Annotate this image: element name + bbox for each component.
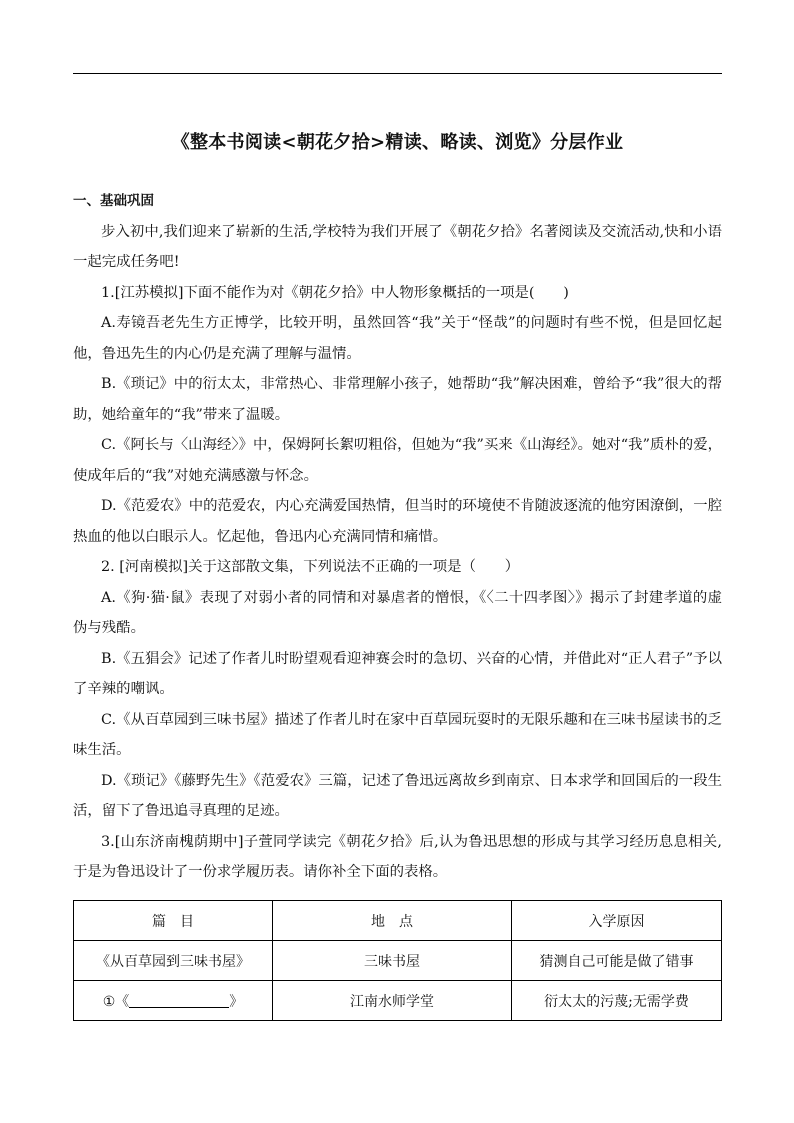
- table-cell: 三味书屋: [273, 941, 512, 981]
- top-rule: [73, 73, 722, 74]
- header-place: 地 点: [273, 901, 512, 941]
- table-row: [74, 981, 722, 1021]
- document-body: [73, 186, 722, 888]
- table-header-row: [74, 901, 722, 941]
- page-title: 《整本书阅读<朝花夕拾>精读、略读、浏览》分层作业: [171, 132, 624, 153]
- question-1-option-a: A.寿镜吾老先生方正博学，比较开明，虽然回答“我”关于“怪哉”的问题时有些不悦，但是回忆起他，鲁迅先生的内心仍是充满了理解与温情。: [73, 315, 722, 362]
- intro-paragraph: 步入初中,我们迎来了崭新的生活,学校特为我们开展了《朝花夕拾》名著阅读及交流活动,快和小语一起完成任务吧!: [73, 223, 722, 270]
- question-1-option-c: C.《阿长与〈山海经〉》中，保姆阿长絮叨粗俗，但她为“我”买来《山海经》。她对“我”质朴的爱，使成年后的“我”对她充满感激与怀念。: [73, 437, 722, 484]
- question-3-stem: 3.[山东济南槐荫期中]子萱同学读完《朝花夕拾》后,认为鲁迅思想的形成与其学习经历息息相关,于是为鲁迅设计了一份求学履历表。请你补全下面的表格。: [73, 833, 722, 880]
- question-1-option-b: B.《琐记》中的衍太太，非常热心、非常理解小孩子，她帮助“我”解决困难，曾给予“我”很大的帮助，她给童年的“我”带来了温暖。: [73, 376, 722, 423]
- question-2-option-d: D.《琐记》《藤野先生》《范爱农》三篇，记述了鲁迅远离故乡到南京、日本求学和回国后的一段生活，留下了鲁迅追寻真理的足迹。: [73, 772, 722, 819]
- question-2-stem: 2. [河南模拟]关于这部散文集，下列说法不正确的一项是（ ）: [101, 559, 520, 575]
- study-history-table: [73, 900, 722, 1021]
- table-cell: 《从百草园到三味书屋》: [74, 941, 273, 981]
- question-2-option-b: B.《五猖会》记述了作者儿时盼望观看迎神赛会时的急切、兴奋的心情，并借此对“正人君子”予以了辛辣的嘲讽。: [73, 650, 722, 697]
- table-cell: 猜测自己可能是做了错事: [512, 941, 722, 981]
- table-cell: 衍太太的污蔑;无需学费: [512, 981, 722, 1021]
- question-1-stem: 1.[江苏模拟]下面不能作为对《朝花夕拾》中人物形象概括的一项是( ): [101, 284, 569, 301]
- blank-prefix: ①《: [102, 993, 130, 1010]
- section-heading: 一、基础巩固: [73, 193, 154, 209]
- question-2-option-a: A.《狗·猫·鼠》表现了对弱小者的同情和对暴虐者的憎恨，《〈二十四孝图〉》揭示了封建孝道的虚伪与残酷。: [73, 589, 722, 636]
- answer-blank[interactable]: [129, 993, 229, 1008]
- question-1-option-d: D.《范爱农》中的范爱农，内心充满爱国热情，但当时的环境使不肯随波逐流的他穷困潦倒，一腔热血的他以白眼示人。忆起他，鲁迅内心充满同情和痛惜。: [73, 498, 722, 545]
- table-row: [74, 941, 722, 981]
- question-2-option-c: C.《从百草园到三味书屋》描述了作者儿时在家中百草园玩耍时的无限乐趣和在三味书屋读书的乏味生活。: [73, 711, 722, 758]
- blank-suffix: 》: [229, 993, 244, 1010]
- table-cell-fill-in: [74, 981, 273, 1021]
- header-reason: 入学原因: [512, 901, 722, 941]
- table-cell: 江南水师学堂: [273, 981, 512, 1021]
- header-title: 篇 目: [74, 901, 273, 941]
